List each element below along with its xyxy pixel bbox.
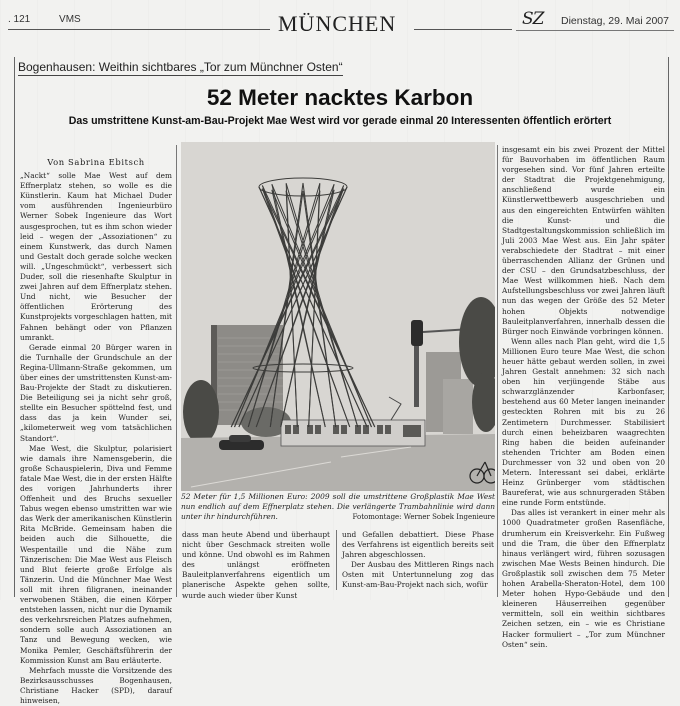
paragraph: dass man heute Abend und überhaupt nicht über Geschmack streiten wolle und könne. Und obwohl es im Rahmen des unlängst eröffneten Bauleitplanverfahrens eigentlich um planerische Aspekte gehen sollte, wurde auch wieder über Kunst bbox=[182, 530, 330, 600]
paragraph: Wenn alles nach Plan geht, wird die 1,5 Millionen Euro teure Mae West, die schon heuer hätte gebaut werden sollen, in zwei Jahren Gestalt annehmen: 32 sich nach oben hin verjüngende Stäbe aus schwarzglänzender Karbonfaser, bestehend aus 60 Meter langen ineinander gesteckten Rohren mit bis zu 26 Zentimetern Durchmesser. Stabilisiert durch einen beheizbaren waagrechten Ring haben die beiden aufeinander stehenden Trichter am Boden einen Durchmesser von 32 und oben von 20 Metern. Interessant sei dabei, erklärte Heinz Grünberger vom städtischen Baureferat, wie aus schnurgeraden Stäben eine runde Form entstünde. bbox=[502, 336, 665, 508]
column-divider bbox=[497, 145, 498, 597]
section-title: MÜNCHEN bbox=[278, 11, 397, 36]
article-headline: 52 Meter nacktes Karbon bbox=[206, 85, 474, 110]
article-column-3 bbox=[502, 145, 665, 650]
masthead-rule-right bbox=[414, 29, 512, 30]
article-column-1 bbox=[20, 157, 172, 706]
masthead-meta bbox=[8, 14, 107, 25]
paragraph: Der Ausbau des Mittleren Rings nach Osten mit Untertunnelung zog das Kunst-am-Bau-Projekt nach sich, wofür bbox=[342, 560, 494, 590]
paragraph: Mae West, die Skulptur, polarisiert wie damals ihre Namensgeberin, die große Schauspielerin, Diva und Femme fatale Mae West, die in der ersten Hälfte des vorigen Jahrhunderts ihrer Offenheit und des Bruchs sexueller Tabus wegen ebenso umstritten war wie das Werk der amerikanischen Künstlerin Rita McBride. Gemeinsam haben die beiden auch die Silhouette, die Wespentaille und die Nähe zum Tänzerischen: Die Mae West aus Fleisch und Blut feierte große Erfolge als Tänzerin. Und die Münchner Mae West soll mit ihren filigranen, ineinander verwobenen Stäben, die einen Körper entstehen lassen, nicht nur die Dynamik des verkehrsreichen Platzes aufnehmen, sondern solle auch Assoziationen an Tanz und Bewegung wecken, wie Monika Pemler, Geschäftsführerin der Kommission Kunst am Bau erläuterte. bbox=[20, 443, 172, 665]
article-photo bbox=[181, 142, 495, 491]
article-kicker: Bogenhausen: Weithin sichtbares „Tor zum Münchner Osten“ bbox=[18, 60, 343, 74]
article-column-2b bbox=[342, 530, 494, 591]
paragraph: „Nackt“ solle Mae West auf dem Effnerplatz stehen, so wolle es die Künstlerin. Kaum hat Michael Duder vom ausführenden Ingenieurbüro Werner Sobek Ingenieure das Wort ausgesprochen, tut es ihm schon wieder leid – wegen der „Assoziationen“ zu einem Kunstwerk, das durch Namen und Gestalt doch gerade solche wecken will. „Ungeschmückt“, verbessert sich Duder, soll die riesenhafte Skulptur in zwei Jahren auf dem Effnerplatz stehen. Und nicht, wie Besucher der öffentlichen Erörterung des Kunstprojekts vorgeschlagen hatten, mit Fahnen behängt oder von Pflanzen umrankt. bbox=[20, 171, 172, 342]
photo-caption bbox=[181, 492, 495, 522]
photo-credit: Fotomontage: Werner Sobek Ingenieure bbox=[352, 513, 495, 521]
article-subheadline: Das umstrittene Kunst-am-Bau-Projekt Mae West wird vor gerade einmal 20 Interessenten öffentlich erörtert bbox=[68, 115, 612, 127]
newspaper-logo: SZ bbox=[522, 9, 544, 29]
edition-code: VMS bbox=[59, 14, 81, 25]
byline: Von Sabrina Ebitsch bbox=[47, 157, 145, 167]
paragraph: Gerade einmal 20 Bürger waren in die Turnhalle der Grundschule an der Regina-Ullmann-Straße gekommen, um über eines der umstrittensten Kunst-am-Bau-Projekte der Stadt zu diskutieren. Die Beteiligung sei ja nicht sehr groß, stellte ein Besucher spöttelnd fest, und dass das ja kein Wunder sei, „kilometerweit weg vom tatsächlichen Standort“. bbox=[20, 342, 172, 443]
paragraph: Mehrfach musste die Vorsitzende des Bezirksausschusses Bogenhausen, Christiane Hacker (SPD), darauf hinweisen, bbox=[20, 665, 172, 705]
photo-montage bbox=[181, 142, 495, 491]
article-column-2a bbox=[182, 530, 330, 601]
paragraph: insgesamt ein bis zwei Prozent der Mittel für Bauvorhaben im öffentlichen Raum vorgesehen sind. Vor fünf Jahren erteilte der Stadtrat die Projektgenehmigung, anschließend wurde ein Künstlerwettbewerb ausgeschrieben und aus den eingereichten Entwürfen wählten die Kunst- und die Stadtgestaltungskommission schließlich im Juli 2003 Mae West aus. Ein Jahr später verabschiedete der Stadtrat – mit einer überraschenden Allianz der Grünen und der CSU – den Grundsatzbeschluss, der Mae West willkommen hieß. Nach dem Aufstellungsbeschluss vor zwei Jahren läuft nun das wegen der Größe des 52 Meter hohen Objekts notwendige Bauleitplanverfahren, innerhalb dessen die Bürger noch Einwände vorbringen können. bbox=[502, 145, 665, 336]
masthead-rule-left bbox=[8, 29, 270, 30]
issue-date: Dienstag, 29. Mai 2007 bbox=[561, 15, 669, 27]
house-row bbox=[443, 379, 473, 434]
column-divider bbox=[176, 145, 177, 597]
masthead-rule-date bbox=[516, 30, 674, 31]
page-number: . 121 bbox=[8, 14, 31, 25]
paragraph: und Gefallen debattiert. Diese Phase des Verfahrens ist eigentlich bereits seit Jahren abgeschlossen. bbox=[342, 530, 494, 560]
column-divider bbox=[336, 530, 337, 590]
caption-text: 52 Meter für 1,5 Millionen Euro: 2009 soll die umstrittene Großplastik Mae West nun endlich auf dem Effnerplatz stehen. Die verlängerte Trambahnlinie wird dann unter ihr hindurchführen. bbox=[181, 492, 495, 521]
paragraph: Das alles ist verankert in einer mehr als 1000 Quadratmeter großen Rasenfläche, drumherum ein Kreisverkehr. Ein Fußweg und die Tram, die über den Effnerplatz hinaus verlängert wird, führen sozusagen zwischen Mae Wests Beinen hindurch. Die Großplastik soll zwischen dem 75 Meter hohen Arabella-Sheraton-Hotel, dem 100 Meter hohen Hypo-Gebäude und den kleineren Häuserreihen gegenüber vermitteln, soll ein weithin sichtbares Zeichen setzen, ein – wie es Christiane Hacker formuliert – „Tor zum Münchner Osten“ sein. bbox=[502, 508, 665, 649]
